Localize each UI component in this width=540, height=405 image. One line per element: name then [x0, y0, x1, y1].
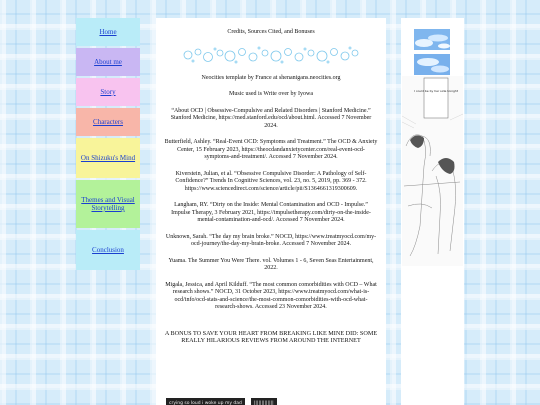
citation: Unknown, Sarah. “The day my brain broke.” NOCD, https://www.treatmyocd.com/my-ocd-journey/the-day-my-brain-broke. Accessed 7 November 2024. [165, 233, 377, 247]
citation: Migala, Jessica, and April Kilduff. “The most common comorbidities with OCD – What research shows.” NOCD, 31 October 2023, https://www.treatmyocd.com/what-is-ocd/info/ocd-stats-and-science/the-most-common-comorbidities-with-ocd-what-research-shows. Accessed 23 November 2024. [165, 281, 377, 310]
sky-image [414, 29, 450, 50]
nav-home[interactable]: Home [76, 18, 140, 46]
review-gif: ||||||||||||| [251, 398, 277, 405]
nav-characters[interactable]: Characters [76, 108, 140, 136]
nav-themes-visual-storytelling[interactable]: Themes and Visual Storytelling [76, 180, 140, 228]
nav-conclusion[interactable]: Conclusion [76, 230, 140, 270]
citation: Yuama. The Summer You Were There. vol. Volumes 1 - 6, Seven Seas Entertainment, 2022. [168, 257, 374, 271]
nav-story[interactable]: Story [76, 78, 140, 106]
main-content [156, 18, 386, 405]
template-credit: Neocities template by France at shenanigans.neocities.org [201, 74, 341, 81]
manga-panel-image [402, 76, 463, 266]
citation: Kiverstein, Julian, et al. “Obsessive Compulsive Disorder: A Pathology of Self-Confidence?” Trends In Cognitive Sciences, vol. 23, no. 5, 2019, pp. 369 - 372. https://www.sciencedirect.com/science/article/pii/S1364661319300609. [175, 170, 367, 192]
sidebar-nav [76, 18, 140, 272]
citation: Langham, RY. “Dirty on the Inside: Mental Contamination and OCD - Impulse.” Impulse Therapy, 3 February 2021, https://impulsetherapy.com/dirty-on-the-inside-mental-contamination-and-ocd/. Accessed 7 November 2024. [171, 202, 371, 223]
citation: Butterfield, Ashley. “Real-Event OCD: Symptoms and Treatment.” The OCD & Anxiety Center, 15 February 2023, https://theocdandanxietycenter.com/real-event-ocd-symptoms-and-treatment/. Accessed 7 November 2024. [164, 139, 378, 160]
review-images [166, 398, 277, 405]
nav-about-me[interactable]: About me [76, 48, 140, 76]
right-sidebar [401, 18, 464, 405]
bonus-heading: A BONUS TO SAVE YOUR HEART FROM BREAKING LIKE MINE DID: SOME REALLY HILARIOUS REVIEWS FROM AROUND THE INTERNET [164, 329, 378, 344]
page-title: Credits, Sources Cited, and Bonuses [227, 29, 315, 35]
citation: “About OCD | Obsessive-Compulsive and Related Disorders | Stanford Medicine.” Stanford Medicine, https://med.stanford.edu/ocd/about.html. Accessed 7 November 2024. [170, 107, 372, 129]
nav-on-shizukus-mind[interactable]: On Shizuku's Mind [76, 138, 140, 178]
review-gif: crying so loud i woke up my dad [166, 398, 245, 405]
manga-caption: I could be by her side tonight [413, 89, 459, 93]
sky-image [414, 54, 450, 75]
bubble-divider-image [182, 43, 360, 67]
music-credit: Music used is Write over by Iyowa [229, 91, 313, 97]
